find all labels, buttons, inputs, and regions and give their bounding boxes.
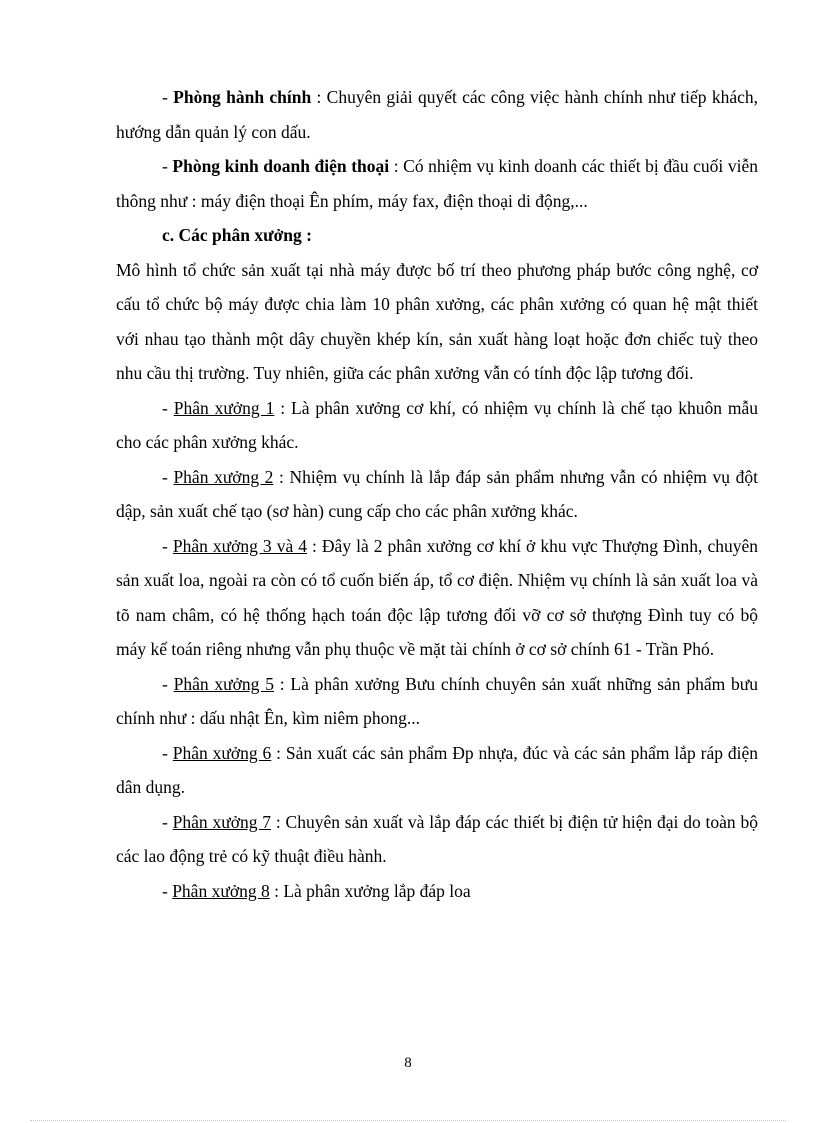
list-dash: - xyxy=(162,466,174,487)
list-dash: - xyxy=(162,742,173,763)
workshop-description: : Nhiệm vụ chính là lắp đáp sản phẩm nhưng vẫn có nhiệm vụ đột dập, sản xuất chế tạo (sơ hàn) cung cấp cho các phân xưởng khác. xyxy=(116,466,758,521)
workshop-description: : Chuyên sản xuất và lắp đáp các thiết bị điện tử hiện đại do toàn bộ các lao động trẻ có kỹ thuật điều hành. xyxy=(116,811,758,866)
list-item-workshop-2 xyxy=(116,460,758,529)
workshop-description: : Đây là 2 phân xưởng cơ khí ở khu vực Thượng Đình, chuyên sản xuất loa, ngoài ra còn có tổ cuốn biến áp, tổ cơ điện. Nhiệm vụ chính là sản xuất loa và tõ nam châm, có hệ thống hạch toán độc lập tương đối vỡ cơ sở thượng Đình tuy có bộ máy kế toán riêng nhưng vẫn phụ thuộc về mặt tài chính ở cơ sở chính 61 - Trần Phó. xyxy=(116,535,758,659)
term-phong-hanh-chinh: Phòng hành chính xyxy=(173,87,312,107)
list-item-workshop-1 xyxy=(116,391,758,460)
term-phong-kinh-doanh: Phòng kinh doanh điện thoại xyxy=(172,156,390,176)
list-dash: - xyxy=(162,156,173,176)
list-item-workshop-8 xyxy=(116,874,758,909)
paragraph-intro: Mô hình tổ chức sản xuất tại nhà máy được bố trí theo phương pháp bước công nghệ, cơ cấu tổ chức bộ máy được chia làm 10 phân xưởng, các phân xưởng có quan hệ mật thiết với nhau tạo thành một dây chuyền khép kín, sản xuất hàng loạt hoặc đơn chiếc tuỳ theo nhu cầu thị trường. Tuy nhiên, giữa các phân xưởng vẫn có tính độc lập tương đối. xyxy=(116,259,758,383)
page-number: 8 xyxy=(404,1055,412,1071)
workshop-label: Phân xưởng 1 xyxy=(173,397,275,418)
list-item-workshop-6 xyxy=(116,736,758,805)
list-item-workshop-5 xyxy=(116,667,758,736)
workshop-description: : Là phân xưởng cơ khí, có nhiệm vụ chính là chế tạo khuôn mẫu cho các phân xưởng khác. xyxy=(116,397,758,452)
list-dash: - xyxy=(162,397,174,418)
list-dash: - xyxy=(162,880,173,901)
list-dash: - xyxy=(162,673,174,694)
list-item-workshop-7 xyxy=(116,805,758,874)
workshop-label: Phân xưởng 2 xyxy=(173,466,274,487)
list-dash: - xyxy=(162,535,173,556)
workshop-label: Phân xưởng 8 xyxy=(172,880,270,901)
workshop-label: Phân xưởng 7 xyxy=(172,811,272,832)
workshop-description: : Là phân xưởng Bưu chính chuyên sản xuất những sản phẩm bưu chính như : dấu nhật Ên, kìm niêm phong... xyxy=(116,673,759,728)
paragraph-phong-kinh-doanh xyxy=(116,149,758,218)
section-heading: c. Các phân xưởng : xyxy=(162,225,312,245)
document-body xyxy=(116,80,758,908)
description-phong-kinh-doanh: : Có nhiệm vụ kinh doanh các thiết bị đầu cuối viễn thông như : máy điện thoại Ên phím, máy fax, điện thoại di động,... xyxy=(116,156,758,211)
description-phong-hanh-chinh: : Chuyên giải quyết các công việc hành chính như tiếp khách, hướng dẫn quản lý con dấu. xyxy=(116,87,759,142)
list-item-workshop-3-4 xyxy=(116,529,758,667)
list-dash: - xyxy=(162,87,174,107)
workshop-label: Phân xưởng 6 xyxy=(172,742,272,763)
list-dash: - xyxy=(162,811,173,832)
paragraph-phong-hanh-chinh xyxy=(116,80,758,149)
footer-divider xyxy=(30,1120,786,1121)
workshop-label: Phân xưởng 5 xyxy=(173,673,274,694)
workshop-description: : Sản xuất các sản phẩm Đp nhựa, đúc và các sản phẩm lắp ráp điện dân dụng. xyxy=(116,742,758,797)
workshop-label: Phân xưởng 3 và 4 xyxy=(172,535,307,556)
workshop-description: : Là phân xưởng lắp đáp loa xyxy=(269,880,471,901)
